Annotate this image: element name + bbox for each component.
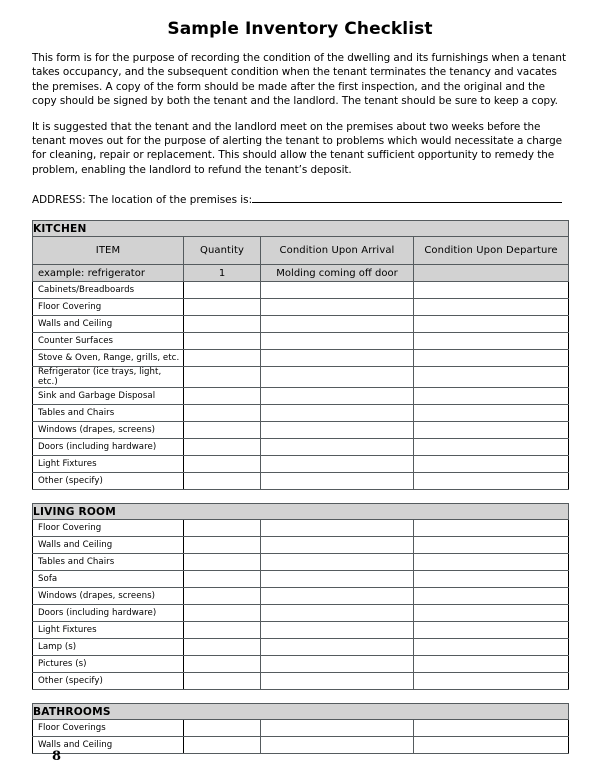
row-quantity-cell[interactable] — [184, 282, 261, 299]
table-row — [33, 299, 569, 316]
row-quantity-cell[interactable] — [184, 622, 261, 639]
row-item-label: Light Fixtures — [33, 622, 184, 639]
row-arrival-cell[interactable] — [261, 622, 414, 639]
example-row — [33, 265, 569, 282]
table-row — [33, 422, 569, 439]
row-item-label: Stove & Oven, Range, grills, etc. — [33, 350, 184, 367]
row-quantity-cell[interactable] — [184, 388, 261, 405]
row-departure-cell[interactable] — [414, 282, 569, 299]
address-field-row — [32, 177, 568, 207]
row-arrival-cell[interactable] — [261, 588, 414, 605]
row-item-label: Cabinets/Breadboards — [33, 282, 184, 299]
row-item-label: Doors (including hardware) — [33, 439, 184, 456]
row-quantity-cell[interactable] — [184, 473, 261, 490]
row-arrival-cell[interactable] — [261, 520, 414, 537]
row-item-label: Other (specify) — [33, 673, 184, 690]
section-title: BATHROOMS — [33, 704, 569, 720]
row-departure-cell[interactable] — [414, 571, 569, 588]
row-quantity-cell[interactable] — [184, 456, 261, 473]
row-arrival-cell[interactable] — [261, 720, 414, 737]
table-row — [33, 737, 569, 754]
row-arrival-cell[interactable] — [261, 388, 414, 405]
row-departure-cell[interactable] — [414, 737, 569, 754]
table-row — [33, 316, 569, 333]
section-title: KITCHEN — [33, 221, 569, 237]
row-arrival-cell[interactable] — [261, 333, 414, 350]
column-header-arrival: Condition Upon Arrival — [261, 237, 414, 265]
row-departure-cell[interactable] — [414, 299, 569, 316]
row-departure-cell[interactable] — [414, 605, 569, 622]
row-item-label: Pictures (s) — [33, 656, 184, 673]
example-item-label: example: refrigerator — [33, 265, 184, 282]
row-arrival-cell[interactable] — [261, 554, 414, 571]
table-row — [33, 622, 569, 639]
row-departure-cell[interactable] — [414, 537, 569, 554]
row-departure-cell[interactable] — [414, 520, 569, 537]
row-departure-cell[interactable] — [414, 316, 569, 333]
table-row — [33, 388, 569, 405]
table-row — [33, 456, 569, 473]
table-row — [33, 350, 569, 367]
table-row — [33, 673, 569, 690]
table-row — [33, 656, 569, 673]
column-header-row — [33, 237, 569, 265]
row-item-label: Counter Surfaces — [33, 333, 184, 350]
row-departure-cell[interactable] — [414, 367, 569, 388]
row-departure-cell[interactable] — [414, 554, 569, 571]
row-item-label: Lamp (s) — [33, 639, 184, 656]
row-arrival-cell[interactable] — [261, 316, 414, 333]
example-quantity-value: 1 — [184, 265, 261, 282]
row-departure-cell[interactable] — [414, 588, 569, 605]
row-quantity-cell[interactable] — [184, 720, 261, 737]
inventory-table — [32, 703, 569, 754]
row-quantity-cell[interactable] — [184, 588, 261, 605]
row-quantity-cell[interactable] — [184, 639, 261, 656]
row-arrival-cell[interactable] — [261, 473, 414, 490]
inventory-sections — [32, 220, 568, 754]
row-item-label: Tables and Chairs — [33, 554, 184, 571]
row-departure-cell[interactable] — [414, 720, 569, 737]
row-item-label: Other (specify) — [33, 473, 184, 490]
column-header-departure: Condition Upon Departure — [414, 237, 569, 265]
row-quantity-cell[interactable] — [184, 554, 261, 571]
row-item-label: Tables and Chairs — [33, 405, 184, 422]
table-row — [33, 282, 569, 299]
address-input-line[interactable] — [252, 193, 562, 203]
row-quantity-cell[interactable] — [184, 439, 261, 456]
row-arrival-cell[interactable] — [261, 422, 414, 439]
section-bathrooms — [32, 703, 568, 754]
table-row — [33, 333, 569, 350]
row-arrival-cell[interactable] — [261, 537, 414, 554]
table-row — [33, 537, 569, 554]
section-living-room — [32, 503, 568, 690]
example-arrival-value: Molding coming off door — [261, 265, 414, 282]
row-quantity-cell[interactable] — [184, 422, 261, 439]
row-item-label: Walls and Ceiling — [33, 537, 184, 554]
row-item-label: Windows (drapes, screens) — [33, 422, 184, 439]
column-header-item: ITEM — [33, 237, 184, 265]
row-quantity-cell[interactable] — [184, 605, 261, 622]
section-header-row — [33, 704, 569, 720]
row-departure-cell[interactable] — [414, 639, 569, 656]
row-departure-cell[interactable] — [414, 405, 569, 422]
row-arrival-cell[interactable] — [261, 439, 414, 456]
row-quantity-cell[interactable] — [184, 520, 261, 537]
page-title: Sample Inventory Checklist — [167, 19, 433, 39]
row-quantity-cell[interactable] — [184, 737, 261, 754]
row-item-label: Floor Covering — [33, 299, 184, 316]
row-arrival-cell[interactable] — [261, 656, 414, 673]
row-arrival-cell[interactable] — [261, 456, 414, 473]
row-departure-cell[interactable] — [414, 388, 569, 405]
row-departure-cell[interactable] — [414, 422, 569, 439]
row-item-label: Floor Coverings — [33, 720, 184, 737]
row-quantity-cell[interactable] — [184, 537, 261, 554]
section-header-row — [33, 504, 569, 520]
table-row — [33, 554, 569, 571]
row-arrival-cell[interactable] — [261, 571, 414, 588]
table-row — [33, 367, 569, 388]
row-departure-cell[interactable] — [414, 656, 569, 673]
row-item-label: Sink and Garbage Disposal — [33, 388, 184, 405]
table-row — [33, 639, 569, 656]
page-number: 8 — [52, 749, 62, 764]
row-quantity-cell[interactable] — [184, 656, 261, 673]
row-item-label: Windows (drapes, screens) — [33, 588, 184, 605]
section-header-row — [33, 221, 569, 237]
intro-paragraph-1: This form is for the purpose of recording the condition of the dwelling and its furnishings when a tenant takes occupancy, and the subsequent condition when the tenant terminates the tenancy and vacates the premises. A copy of the form should be made after the first inspection, and the original and the copy should be signed by both the tenant and the landlord. The tenant should be sure to keep a copy. — [32, 52, 566, 108]
section-kitchen — [32, 220, 568, 490]
row-quantity-cell[interactable] — [184, 299, 261, 316]
address-label: ADDRESS: The location of the premises is: — [32, 194, 253, 207]
row-arrival-cell[interactable] — [261, 639, 414, 656]
table-row — [33, 405, 569, 422]
table-row — [33, 588, 569, 605]
inventory-table — [32, 503, 569, 690]
row-departure-cell[interactable] — [414, 473, 569, 490]
row-item-label: Floor Covering — [33, 520, 184, 537]
row-item-label: Sofa — [33, 571, 184, 588]
table-row — [33, 571, 569, 588]
example-departure-value — [414, 265, 569, 282]
row-item-label: Walls and Ceiling — [33, 737, 184, 754]
row-quantity-cell[interactable] — [184, 367, 261, 388]
row-departure-cell[interactable] — [414, 456, 569, 473]
table-row — [33, 520, 569, 537]
row-arrival-cell[interactable] — [261, 367, 414, 388]
section-title: LIVING ROOM — [33, 504, 569, 520]
row-arrival-cell[interactable] — [261, 737, 414, 754]
row-item-label: Refrigerator (ice trays, light, etc.) — [33, 367, 184, 388]
table-row — [33, 720, 569, 737]
table-row — [33, 605, 569, 622]
row-departure-cell[interactable] — [414, 673, 569, 690]
row-item-label: Light Fixtures — [33, 456, 184, 473]
row-departure-cell[interactable] — [414, 333, 569, 350]
row-arrival-cell[interactable] — [261, 299, 414, 316]
row-quantity-cell[interactable] — [184, 350, 261, 367]
table-row — [33, 439, 569, 456]
table-row — [33, 473, 569, 490]
row-quantity-cell[interactable] — [184, 571, 261, 588]
row-arrival-cell[interactable] — [261, 282, 414, 299]
row-quantity-cell[interactable] — [184, 316, 261, 333]
row-item-label: Walls and Ceiling — [33, 316, 184, 333]
row-quantity-cell[interactable] — [184, 673, 261, 690]
row-departure-cell[interactable] — [414, 622, 569, 639]
row-item-label: Doors (including hardware) — [33, 605, 184, 622]
row-departure-cell[interactable] — [414, 350, 569, 367]
row-arrival-cell[interactable] — [261, 673, 414, 690]
row-arrival-cell[interactable] — [261, 605, 414, 622]
row-arrival-cell[interactable] — [261, 405, 414, 422]
intro-paragraph-2: It is suggested that the tenant and the landlord meet on the premises about two weeks before the tenant moves out for the purpose of alerting the tenant to problems which would necessitate a charge for cleaning, repair or replacement. This should allow the tenant sufficient opportunity to remedy the problem, enabling the landlord to refund the tenant’s deposit. — [32, 120, 562, 176]
row-quantity-cell[interactable] — [184, 405, 261, 422]
row-arrival-cell[interactable] — [261, 350, 414, 367]
row-quantity-cell[interactable] — [184, 333, 261, 350]
column-header-quantity: Quantity — [184, 237, 261, 265]
row-departure-cell[interactable] — [414, 439, 569, 456]
inventory-table — [32, 220, 569, 490]
